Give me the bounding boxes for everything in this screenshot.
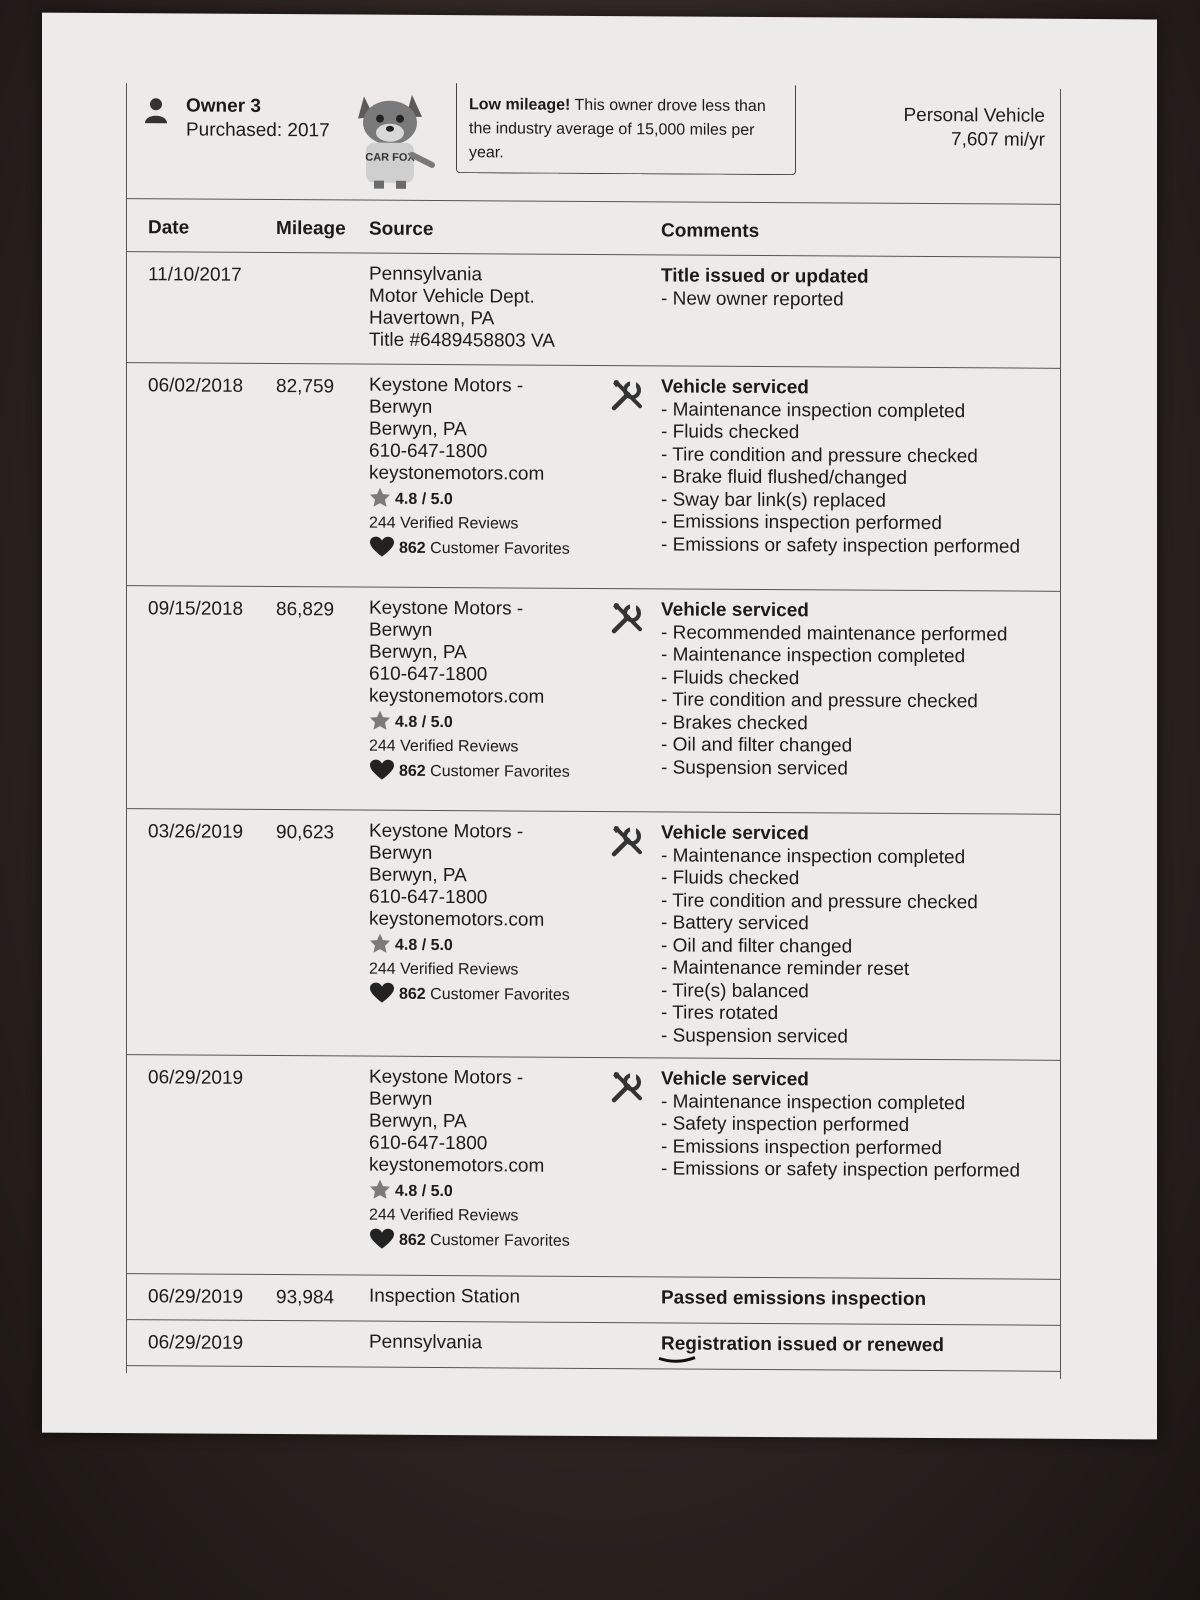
comment-item: - Tire(s) balanced [661,979,809,1002]
row-mileage: 82,759 [276,376,335,398]
customer-favorites [369,536,619,563]
row-comments [661,265,1041,312]
comment-heading: Vehicle serviced [661,822,809,845]
reviews-count: 244 Verified Reviews [369,514,519,533]
comment-heading: Passed emissions inspection [661,1287,927,1310]
heart-icon [369,536,395,558]
reviews-count: 244 Verified Reviews [369,737,519,756]
comment-heading: Vehicle serviced [661,599,809,622]
low-mileage-text: This owner drove less than the industry average of 15,000 miles per year. [469,96,766,162]
comment-item: - Tire condition and pressure checked [661,689,978,713]
comment-item: - Tire condition and pressure checked [661,443,978,467]
source-line: Berwyn [369,842,433,864]
table-row [126,363,1061,592]
comment-item: - Oil and filter changed [661,734,853,757]
source-line: Berwyn, PA [369,641,467,664]
comment-item: - Emissions inspection performed [661,1135,942,1159]
reviews-count: 244 Verified Reviews [369,1206,519,1225]
favorites-count: 862 [399,762,426,780]
table-row [126,586,1061,815]
comment-heading: Vehicle serviced [661,1068,809,1091]
star-icon [369,710,391,730]
source-line: Berwyn [369,619,433,641]
comment-item: - Brake fluid flushed/changed [661,466,908,489]
low-mileage-callout [456,83,796,175]
row-comments [661,1068,1041,1183]
comment-item: - Tires rotated [661,1002,779,1025]
header-comments: Comments [661,220,760,242]
heart-icon [369,1228,395,1250]
rating [369,1179,619,1206]
source-line: keystonemotors.com [369,908,545,931]
source-line: Inspection Station [369,1285,521,1308]
source-line: Keystone Motors - [369,1066,524,1089]
comment-item: - Maintenance inspection completed [661,1090,966,1114]
comment-heading: Registration issued or renewed [661,1333,944,1357]
comment-item: - Battery serviced [661,912,809,935]
owner-purchased: Purchased: 2017 [186,119,330,142]
rating-value: 4.8 / 5.0 [395,936,453,955]
row-date: 06/02/2018 [148,375,244,397]
printed-paper-sheet [42,13,1157,1440]
wrench-icon [610,824,644,858]
row-source [369,598,619,786]
row-date: 09/15/2018 [148,598,244,620]
row-mileage: 86,829 [276,599,335,621]
source-line: Pennsylvania [369,263,483,286]
table-row [126,1274,1061,1326]
customer-favorites [369,1228,619,1255]
row-source [369,375,619,563]
star-icon [369,487,391,507]
favorites-count: 862 [399,985,426,1003]
comment-item: - New owner reported [661,287,844,310]
history-rows [126,252,1061,1372]
usage-summary [903,104,1045,153]
rating [369,487,619,514]
row-comments [661,599,1041,781]
comment-item: - Maintenance inspection completed [661,644,966,668]
rating-value: 4.8 / 5.0 [395,490,453,509]
source-line: keystonemotors.com [369,462,545,485]
heart-icon [369,759,395,781]
row-source [369,1332,619,1356]
favorites-label: Customer Favorites [430,1231,570,1250]
comment-item: - Suspension serviced [661,1024,848,1048]
wrench-icon [610,601,644,635]
row-mileage: 90,623 [276,822,335,844]
customer-favorites [369,759,619,786]
low-mileage-label: Low mileage! [469,96,571,114]
comment-item: - Maintenance reminder reset [661,957,910,980]
row-source [369,1286,619,1310]
table-header [126,199,1061,258]
wrench-icon [610,1070,644,1104]
favorites-label: Customer Favorites [430,985,570,1004]
source-line: Berwyn, PA [369,418,467,441]
reviews-count: 244 Verified Reviews [369,960,519,979]
source-line: keystonemotors.com [369,685,545,708]
row-source [369,1067,619,1255]
source-line: Berwyn [369,396,433,418]
source-line: Keystone Motors - [369,374,524,397]
source-line: Keystone Motors - [369,597,524,620]
table-row [126,1320,1061,1372]
comment-item: - Oil and filter changed [661,934,853,958]
comment-item: - Emissions or safety inspection performed [661,533,1021,558]
favorites-label: Customer Favorites [430,539,570,558]
source-line: Title #6489458803 VA [369,329,555,352]
ink-smudge [657,1354,697,1364]
rating-value: 4.8 / 5.0 [395,1182,453,1201]
comment-item: - Tire condition and pressure checked [661,889,978,913]
row-source [369,821,619,1009]
star-icon [369,933,391,953]
row-date: 06/29/2019 [148,1332,244,1354]
comment-item: - Recommended maintenance performed [661,621,1008,645]
source-line: Berwyn, PA [369,864,467,887]
mascot-shirt-text: CAR FOX [365,151,415,164]
comment-item: - Sway bar link(s) replaced [661,488,886,512]
row-comments [661,1287,1041,1312]
row-mileage: 93,984 [276,1287,335,1309]
row-source [369,264,619,354]
comment-item: - Suspension serviced [661,756,848,780]
source-line: keystonemotors.com [369,1154,545,1177]
table-row [126,1055,1061,1280]
star-icon [369,1179,391,1199]
comment-item: - Safety inspection performed [661,1113,910,1136]
source-line: 610-647-1800 [369,886,488,909]
header-source: Source [369,218,434,240]
favorites-count: 862 [399,1231,426,1249]
car-fox-mascot [346,88,436,191]
comment-heading: Vehicle serviced [661,376,809,399]
vehicle-history-section [126,83,1061,1372]
person-icon [144,97,168,123]
source-line: Keystone Motors - [369,820,524,843]
source-line: 610-647-1800 [369,440,488,463]
table-row [126,809,1061,1061]
row-comments [661,1333,1041,1358]
comment-item: - Fluids checked [661,867,800,890]
source-line: Pennsylvania [369,1331,483,1354]
row-date: 06/29/2019 [148,1067,244,1089]
source-line: 610-647-1800 [369,1132,488,1155]
heart-icon [369,982,395,1004]
rating [369,933,619,960]
rating [369,710,619,737]
source-line: 610-647-1800 [369,663,488,686]
comment-heading: Title issued or updated [661,265,869,288]
wrench-icon [610,378,644,412]
source-line: Berwyn [369,1088,433,1110]
row-comments [661,822,1041,1049]
customer-favorites [369,982,619,1009]
source-line: Motor Vehicle Dept. [369,285,535,308]
comment-item: - Emissions inspection performed [661,511,942,535]
row-date: 06/29/2019 [148,1286,244,1308]
source-line: Berwyn, PA [369,1110,467,1133]
rating-value: 4.8 / 5.0 [395,713,453,732]
comment-item: - Maintenance inspection completed [661,844,966,868]
favorites-label: Customer Favorites [430,762,570,781]
row-date: 03/26/2019 [148,821,244,843]
owner-name: Owner 3 [186,95,261,117]
favorites-count: 862 [399,539,426,557]
row-date: 11/10/2017 [148,264,242,286]
comment-item: - Fluids checked [661,666,800,689]
table-row [126,252,1061,369]
comment-item: - Emissions or safety inspection performed [661,1158,1021,1182]
usage-rate: 7,607 mi/yr [951,129,1045,151]
header-mileage: Mileage [276,218,346,240]
comment-item: - Fluids checked [661,421,800,444]
row-comments [661,376,1041,558]
source-line: Havertown, PA [369,307,495,330]
owner-header [126,83,1061,205]
header-date: Date [148,217,190,239]
comment-item: - Maintenance inspection completed [661,398,966,422]
comment-item: - Brakes checked [661,711,808,734]
usage-type: Personal Vehicle [903,104,1045,127]
